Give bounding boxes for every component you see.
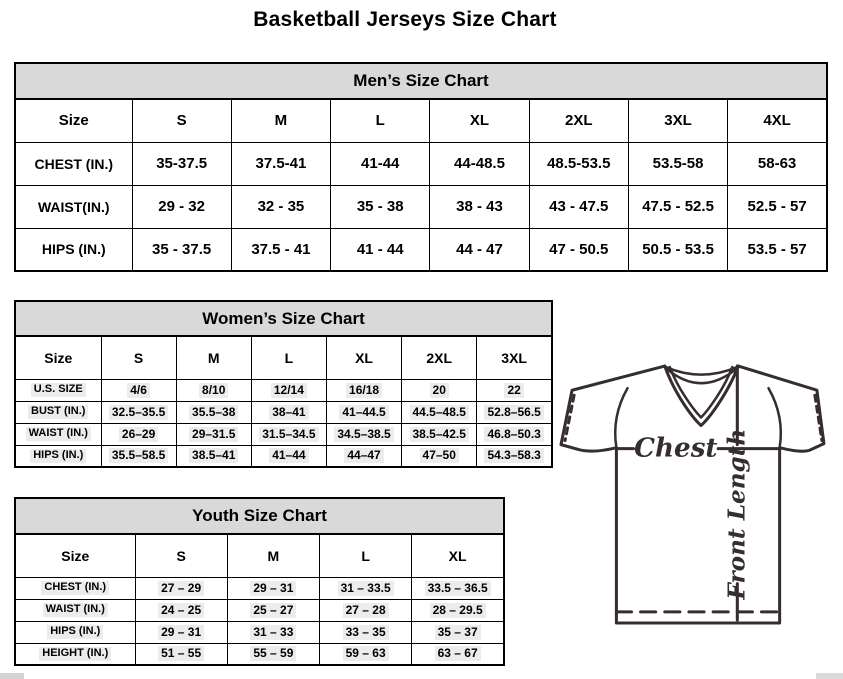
header-row: [15, 336, 552, 379]
size-value: 4/6: [101, 379, 176, 401]
size-value: 51 – 55: [135, 643, 227, 665]
size-value: 44-48.5: [430, 142, 529, 185]
column-header: M: [227, 534, 319, 577]
column-header: L: [331, 99, 430, 142]
size-value: 29 - 32: [132, 185, 231, 228]
armhole-seam-right: [769, 388, 781, 447]
table-row: [15, 379, 552, 401]
size-value: 32 - 35: [231, 185, 330, 228]
size-value: 41–44.5: [326, 401, 401, 423]
size-value: 58-63: [728, 142, 827, 185]
size-value: 53.5-58: [628, 142, 727, 185]
column-header: 3XL: [628, 99, 727, 142]
size-value: 38.5–41: [176, 445, 251, 467]
table-row: [15, 142, 827, 185]
front-length-label: Front Length: [723, 428, 751, 600]
size-value: 27 – 28: [320, 599, 412, 621]
row-label: CHEST (IN.): [15, 142, 132, 185]
table-row: [15, 228, 827, 271]
row-label: HIPS (IN.): [15, 621, 135, 643]
row-label: HIPS (IN.): [15, 228, 132, 271]
column-header: L: [251, 336, 326, 379]
header-row: [15, 534, 504, 577]
column-header: XL: [412, 534, 504, 577]
size-value: 33 – 35: [320, 621, 412, 643]
table-row: [15, 599, 504, 621]
column-header: XL: [326, 336, 401, 379]
column-header: S: [135, 534, 227, 577]
column-header: S: [101, 336, 176, 379]
size-value: 12/14: [251, 379, 326, 401]
size-value: 38.5–42.5: [402, 423, 477, 445]
chest-label: Chest: [634, 432, 718, 464]
jersey-diagram: [556, 360, 836, 628]
row-label: U.S. SIZE: [15, 379, 101, 401]
size-value: 38–41: [251, 401, 326, 423]
size-value: 24 – 25: [135, 599, 227, 621]
size-value: 47.5 - 52.5: [628, 185, 727, 228]
column-header: Size: [15, 534, 135, 577]
size-value: 37.5-41: [231, 142, 330, 185]
size-value: 47 - 50.5: [529, 228, 628, 271]
size-value: 34.5–38.5: [326, 423, 401, 445]
column-header: 4XL: [728, 99, 827, 142]
size-value: 25 – 27: [227, 599, 319, 621]
row-label: WAIST (IN.): [15, 423, 101, 445]
youth-size-chart: [14, 497, 505, 666]
size-value: 46.8–50.3: [477, 423, 552, 445]
column-header: L: [320, 534, 412, 577]
size-value: 32.5–35.5: [101, 401, 176, 423]
womens-size-chart: [14, 300, 553, 468]
size-value: 44–47: [326, 445, 401, 467]
table-row: [15, 577, 504, 599]
row-label: WAIST(IN.): [15, 185, 132, 228]
size-value: 41-44: [331, 142, 430, 185]
column-header: S: [132, 99, 231, 142]
size-value: 31 – 33: [227, 621, 319, 643]
size-value: 50.5 - 53.5: [628, 228, 727, 271]
table-row: [15, 643, 504, 665]
size-value: 41 - 44: [331, 228, 430, 271]
womens-size-table: [14, 335, 553, 468]
size-value: 41–44: [251, 445, 326, 467]
size-value: 35 - 37.5: [132, 228, 231, 271]
bottom-right-fragment: [816, 673, 843, 679]
mens-size-table: [14, 98, 828, 272]
mens-chart-header: Men’s Size Chart: [14, 62, 828, 100]
size-value: 43 - 47.5: [529, 185, 628, 228]
size-value: 35 – 37: [412, 621, 504, 643]
size-value: 35.5–58.5: [101, 445, 176, 467]
size-value: 52.8–56.5: [477, 401, 552, 423]
size-value: 52.5 - 57: [728, 185, 827, 228]
size-value: 22: [477, 379, 552, 401]
table-row: [15, 621, 504, 643]
size-value: 26–29: [101, 423, 176, 445]
column-header: 3XL: [477, 336, 552, 379]
size-value: 35 - 38: [331, 185, 430, 228]
size-value: 63 – 67: [412, 643, 504, 665]
size-value: 29 – 31: [135, 621, 227, 643]
row-label: CHEST (IN.): [15, 577, 135, 599]
row-label: WAIST (IN.): [15, 599, 135, 621]
column-header: Size: [15, 99, 132, 142]
youth-size-table: [14, 533, 505, 666]
jersey-outline: [561, 366, 824, 623]
column-header: 2XL: [402, 336, 477, 379]
size-value: 37.5 - 41: [231, 228, 330, 271]
header-row: [15, 99, 827, 142]
size-value: 44.5–48.5: [402, 401, 477, 423]
size-value: 33.5 – 36.5: [412, 577, 504, 599]
size-value: 48.5-53.5: [529, 142, 628, 185]
column-header: XL: [430, 99, 529, 142]
table-row: [15, 401, 552, 423]
bottom-left-fragment: [0, 673, 24, 679]
size-value: 53.5 - 57: [728, 228, 827, 271]
size-value: 27 – 29: [135, 577, 227, 599]
row-label: HEIGHT (IN.): [15, 643, 135, 665]
size-value: 31 – 33.5: [320, 577, 412, 599]
size-value: 44 - 47: [430, 228, 529, 271]
column-header: Size: [15, 336, 101, 379]
row-label: HIPS (IN.): [15, 445, 101, 467]
table-row: [15, 423, 552, 445]
size-value: 29–31.5: [176, 423, 251, 445]
size-value: 59 – 63: [320, 643, 412, 665]
size-value: 35-37.5: [132, 142, 231, 185]
row-label: BUST (IN.): [15, 401, 101, 423]
size-value: 31.5–34.5: [251, 423, 326, 445]
youth-chart-header: Youth Size Chart: [14, 497, 505, 535]
size-value: 16/18: [326, 379, 401, 401]
size-value: 29 – 31: [227, 577, 319, 599]
mens-size-chart: [14, 62, 828, 272]
womens-chart-header: Women’s Size Chart: [14, 300, 553, 337]
armhole-seam-left: [615, 388, 627, 447]
table-row: [15, 185, 827, 228]
size-value: 55 – 59: [227, 643, 319, 665]
size-value: 20: [402, 379, 477, 401]
table-row: [15, 445, 552, 467]
column-header: 2XL: [529, 99, 628, 142]
size-value: 35.5–38: [176, 401, 251, 423]
column-header: M: [231, 99, 330, 142]
size-value: 47–50: [402, 445, 477, 467]
size-value: 8/10: [176, 379, 251, 401]
page-title: Basketball Jerseys Size Chart: [253, 8, 557, 31]
size-value: 54.3–58.3: [477, 445, 552, 467]
size-value: 38 - 43: [430, 185, 529, 228]
column-header: M: [176, 336, 251, 379]
size-value: 28 – 29.5: [412, 599, 504, 621]
collar-band-arc-upper: [666, 367, 738, 375]
